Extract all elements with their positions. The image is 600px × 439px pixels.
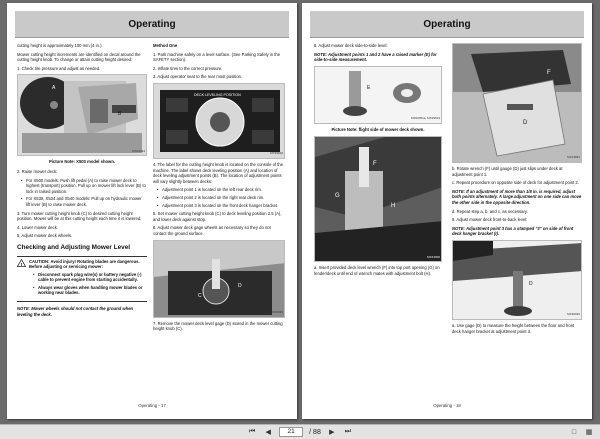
page-17: [7, 3, 297, 419]
previous-page-icon[interactable]: ◀: [265, 429, 271, 436]
paragraph: Mower cutting height increments are identified on decal around the cutting height knob. To change or attain cutting height desired:: [17, 51, 141, 63]
right-column: [153, 43, 285, 335]
step-5: 5. Adjust mower deck wheels.: [17, 233, 73, 239]
method-step-5: 5. Set mower cutting height knob (C) to deck leveling position 2.5 (A), and lower deck against stop.: [153, 211, 282, 222]
svg-text:E: E: [367, 84, 371, 91]
warning-icon: [17, 259, 26, 267]
step-2-list: [22, 178, 147, 208]
svg-text:F: F: [547, 70, 551, 76]
note: NOTE: Mower wheels should not contact the ground when leveling the deck.: [17, 306, 134, 317]
svg-text:D: D: [529, 280, 533, 287]
svg-text:H: H: [391, 203, 396, 210]
method-step-2: 2. Inflate tires to the correct pressure.: [153, 65, 223, 71]
total-pages: / 88: [309, 428, 321, 436]
method-step-6: 6. Adjust mower deck gage wheels as necessary so they do not contact the ground surface.: [153, 225, 271, 236]
step-a-front: a. Use gage (D) to measure the height between the floor and front deck hanger bracket at adjustment point 3.: [452, 322, 575, 334]
step-4: 4. Lower mower deck.: [17, 224, 58, 230]
method-step-7: 7. Remove the mower deck level gage (D) stored in the mower cutting height knob (C).: [153, 320, 283, 332]
list-item: • For X530, X534 and X540 models: Pull up on hydraulic mower lift lever (B) to raise mower deck.: [22, 196, 147, 207]
caution-title: CAUTION: Avoid injury! Rotating blades are dangerous. Before adjusting or servicing mower:: [29, 258, 140, 270]
mower-lift-illustration: [18, 75, 147, 156]
decal-illustration: [154, 84, 285, 159]
caution-list: [34, 272, 147, 296]
image-code: MX43900: [427, 254, 440, 259]
image-code: MX02051a, MX29519: [410, 116, 440, 121]
right-column: [452, 43, 582, 337]
page-header: [15, 11, 289, 38]
section-heading: Checking and Adjusting Mower Level: [17, 243, 131, 251]
left-column: [314, 43, 442, 280]
list-item: • Disconnect spark plug wire(s) or battery negative (-) cable to prevent engine from starting accidentally.: [34, 272, 147, 283]
step-9: 9. Adjust mower deck front-to-back level:: [452, 217, 528, 223]
note: NOTE: Adjustment points 1 and 2 have a raised marker (E) for side-to-side measurement.: [314, 51, 437, 63]
method-step-3: 3. Adjust operator seat to the rear most position.: [153, 74, 243, 80]
svg-text:C: C: [198, 292, 202, 299]
mower-lift-photo: [17, 74, 147, 156]
page-number-input[interactable]: 21: [279, 427, 303, 437]
wrench-insert-photo: [314, 136, 442, 262]
svg-text:B: B: [118, 111, 122, 118]
svg-text:D: D: [238, 282, 242, 289]
step-d: d. Repeat step a, b, and c, as necessary.: [452, 208, 528, 214]
svg-text:!: !: [20, 262, 23, 267]
step-1: 1. Check tire pressure and adjust as needed.: [17, 65, 101, 71]
note: NOTE: If an adjustment of more than 1/8 in. is required, adjust both points alternately. A large adjustment on one side can move the other side in the opposite direction.: [452, 188, 582, 205]
wrench-illustration: [315, 137, 442, 262]
method-step-4: 4. The label for the cutting height knob is located on the console of the machine. The label shows deck leveling position (A) and location of deck leveling adjustment points (B). The location of adjustment points will vary slightly between decks:: [153, 161, 284, 184]
cutting-height-decal-photo: [153, 83, 285, 159]
step-b: b. Rotate wrench (F) until gauge (D) just slips under deck at adjustment point 1.: [452, 166, 563, 177]
adjustment-points-list: [158, 187, 285, 208]
page-footer: Operating - 17: [138, 403, 166, 408]
image-code: MX43891: [567, 155, 580, 160]
picture-note: Picture Note: flight side of mower deck shown.: [331, 126, 425, 132]
gauge-illustration: [453, 44, 582, 163]
last-page-icon[interactable]: ⏭: [344, 428, 351, 435]
left-column: [17, 43, 147, 320]
page-18: [302, 3, 592, 419]
zoom-icon[interactable]: □: [571, 428, 577, 436]
image-code: MX39620: [270, 151, 283, 156]
gauge-under-deck-photo: [452, 43, 582, 163]
list-item: • Adjustment point 1 is located on the left rear deck rim.: [158, 187, 285, 193]
front-hanger-photo: [452, 240, 582, 320]
svg-text:A: A: [52, 85, 56, 92]
intro-text: cutting height is approximately 100 mm (4 in.).: [17, 43, 103, 48]
first-page-icon[interactable]: ⏮: [249, 428, 256, 435]
caution-box: [17, 256, 147, 303]
fit-page-icon[interactable]: ▦: [585, 429, 593, 436]
svg-text:G: G: [335, 193, 340, 200]
list-item: • Adjustment point 2 is located on the right rear deck rim.: [158, 195, 285, 201]
list-item: • Adjustment point 3 is located on the front deck hanger bracket.: [158, 203, 285, 209]
raised-marker-photo: [314, 66, 442, 124]
step-8: 8. Adjust mower deck side-to-side level:: [314, 43, 388, 48]
step-a: a. Insert provided deck level wrench (F) into top port opening (G) on fender/deck until end of wrench mates with adjustment bolt (H).: [314, 265, 440, 276]
decal-title: DECK LEVELING POSITION: [194, 92, 241, 97]
page-footer: Operating - 18: [433, 403, 461, 408]
method-step-1: 1. Park machine safely on a level surface. (See Parking Safely in the SAFETY section).: [153, 51, 281, 63]
gage-illustration: [154, 241, 285, 318]
method-heading: Method One: [153, 43, 178, 48]
toolbar-right: [569, 427, 594, 437]
hanger-illustration: [453, 241, 582, 320]
list-item: • For X500 models: Push lift pedal (A) to raise mower deck to highest (transport) position. Pull up on mower lift lock lever (B) to lock in raised position.: [22, 178, 147, 195]
pdf-toolbar: [0, 424, 600, 439]
list-item: • Always wear gloves when handling mower blades or working near blades.: [34, 285, 147, 296]
deck-gage-photo: [153, 240, 285, 318]
step-c: c. Repeat procedure on opposite side of deck for adjustment point 2.: [452, 180, 579, 186]
page-header-title: Operating: [128, 18, 176, 30]
note: NOTE: Adjustment point 3 has a stamped "3" on side of front deck hanger bracket (I).: [452, 225, 574, 237]
page-header-title: Operating: [423, 18, 471, 30]
page-header: [310, 11, 584, 38]
image-code: MX36936: [270, 309, 283, 314]
picture-note: Picture Note: X500 model shown.: [48, 159, 116, 165]
image-code: MX46994: [132, 148, 145, 153]
next-page-icon[interactable]: ▶: [329, 429, 335, 436]
step-2: 2. Raise mower deck:: [17, 168, 58, 174]
image-code: MX36030: [567, 312, 580, 317]
svg-text:D: D: [523, 120, 528, 126]
svg-text:F: F: [373, 161, 377, 168]
step-3: 3. Turn mower cutting height knob (C) to desired cutting height position. Mower will be at this cutting height each time it is lowered.: [17, 210, 142, 222]
